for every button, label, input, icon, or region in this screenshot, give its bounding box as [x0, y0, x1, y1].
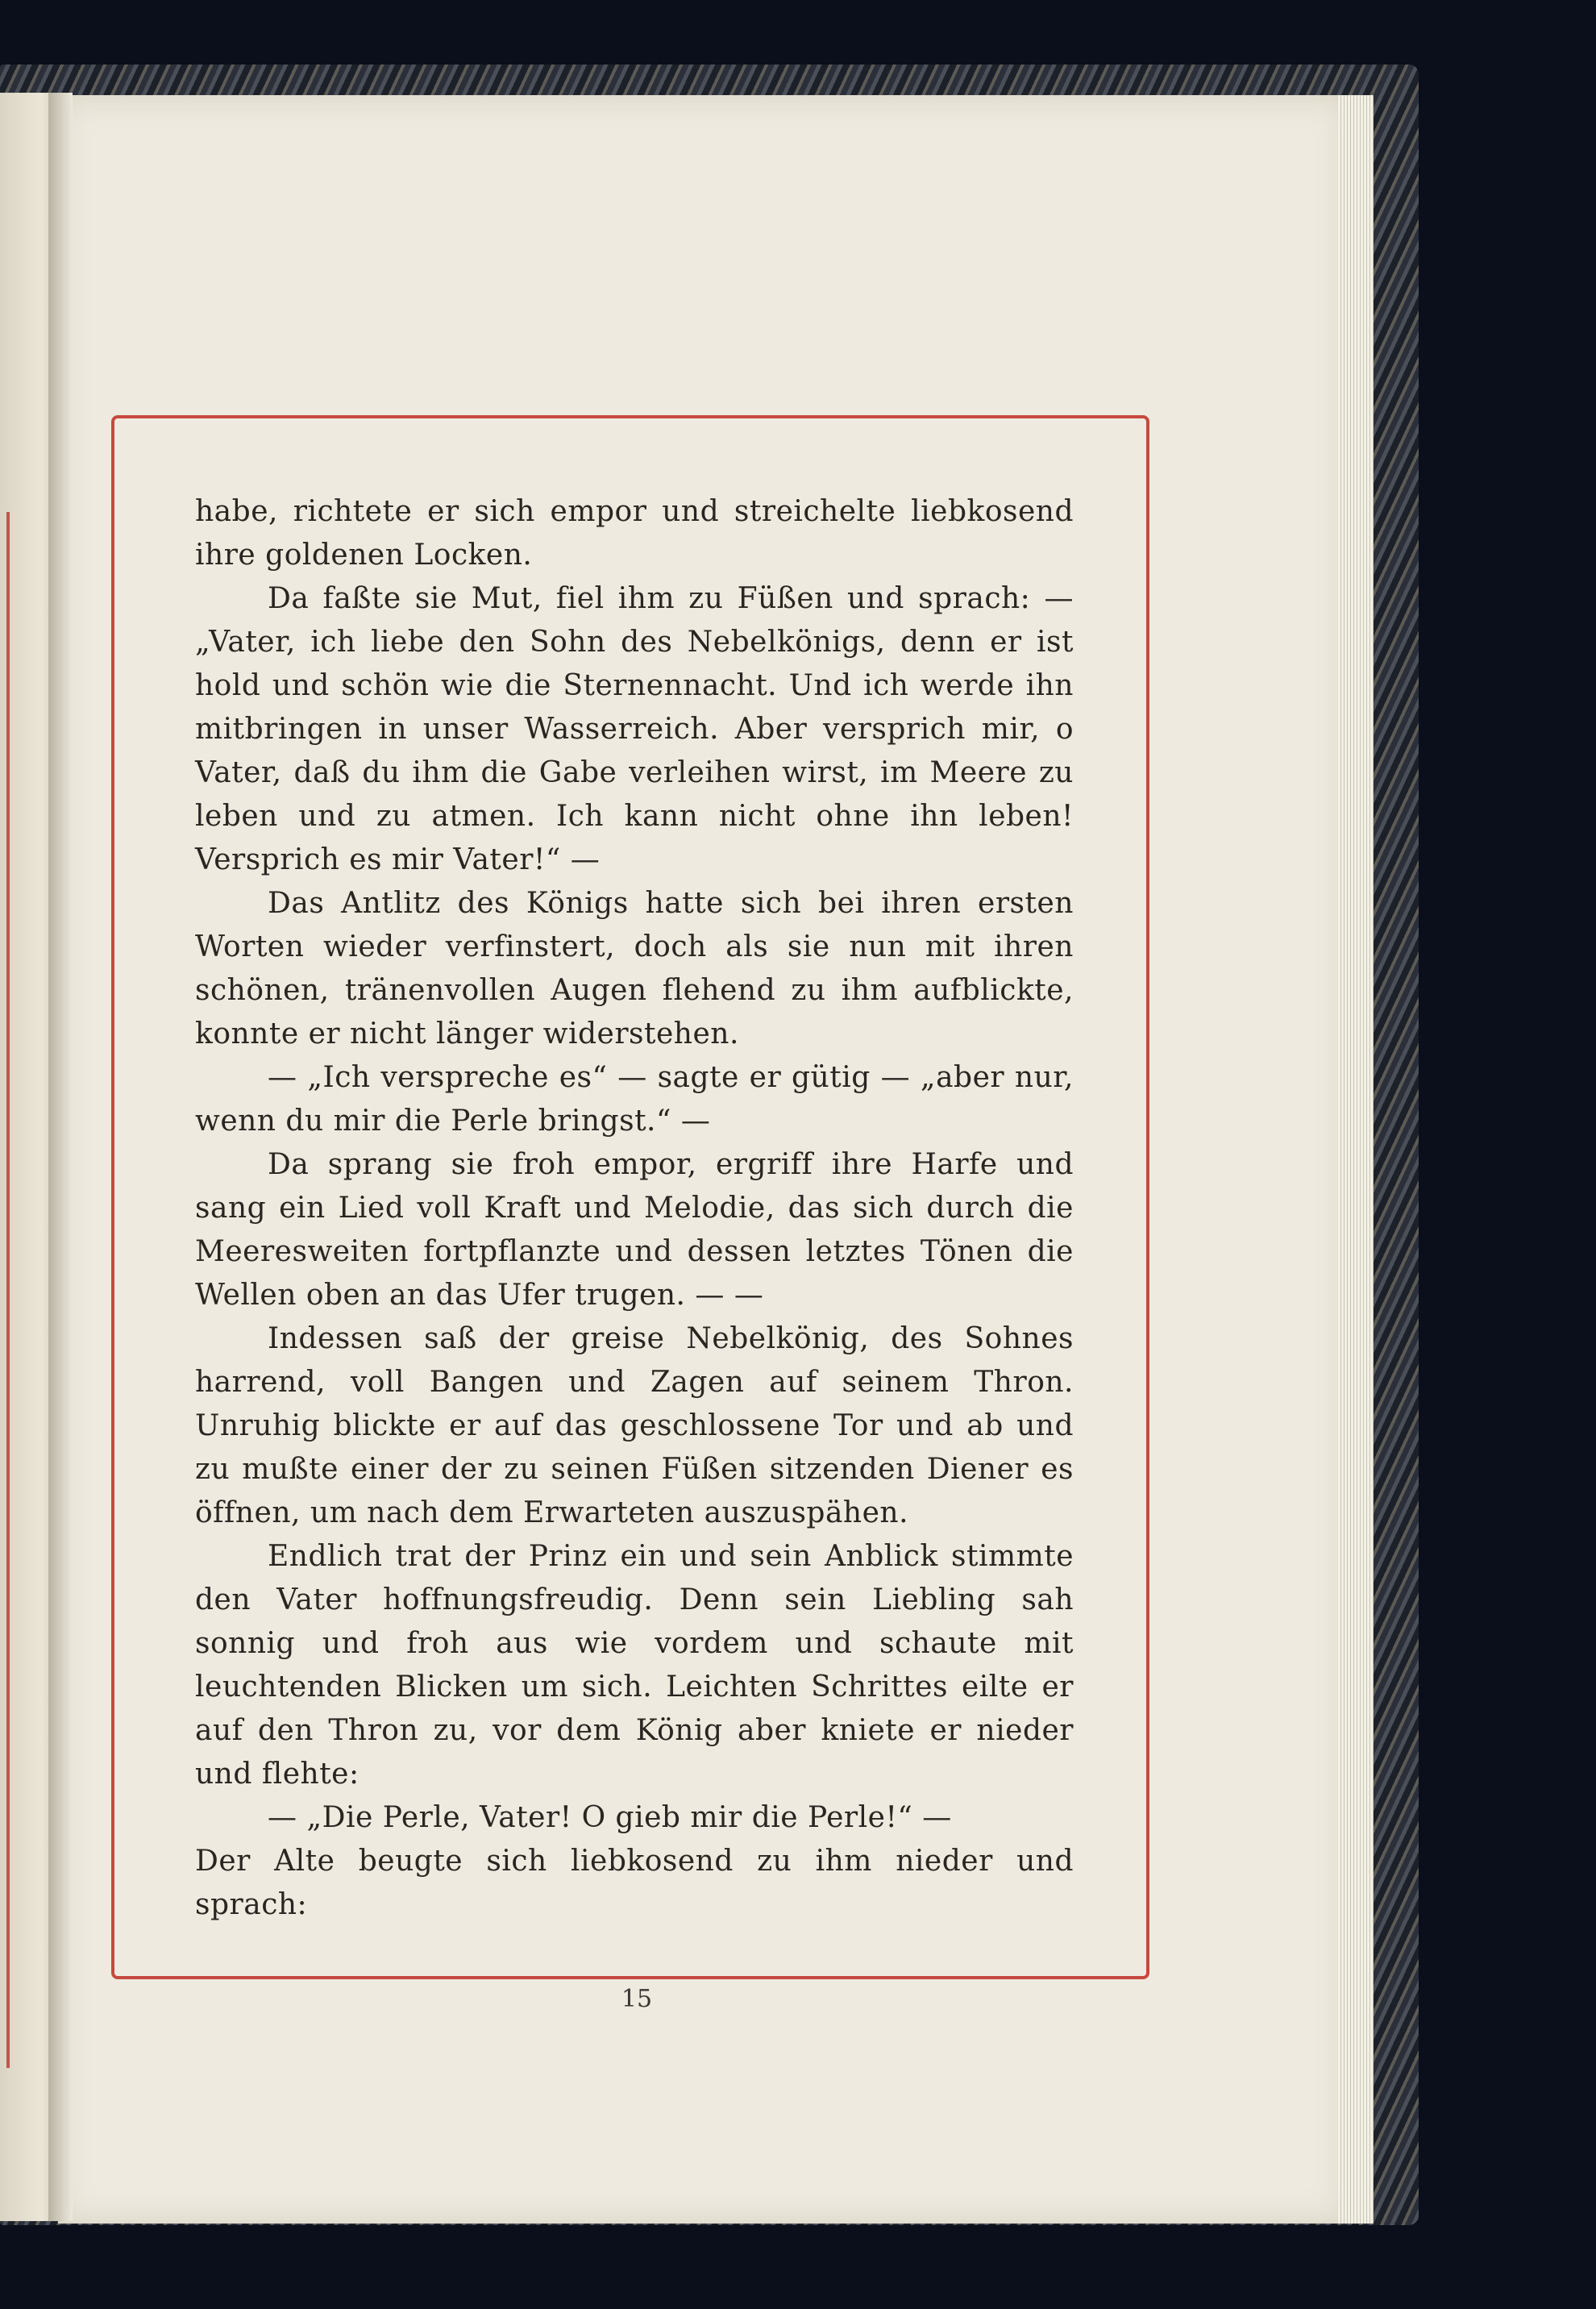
page-text	[195, 490, 1074, 1927]
paragraph: Indessen saß der greise Nebelkönig, des Sohnes harrend, voll Bangen und Zagen auf seinem Thron. Unruhig blickte er auf das geschlossene Tor und ab und zu mußte einer der zu seinen Füßen sitzenden Diener es öffnen, um nach dem Erwarteten auszuspähen.	[195, 1322, 1074, 1529]
page-gutter	[48, 93, 73, 2221]
paragraph: Das Antlitz des Königs hatte sich bei ihren ersten Worten wieder verfinstert, doch als sie nun mit ihren schönen, tränenvollen Augen flehend zu ihm aufblickte, konnte er nicht länger widerstehen.	[195, 887, 1074, 1050]
paragraph: Endlich trat der Prinz ein und sein Anblick stimmte den Vater hoffnungsfreudig. Denn sein Liebling sah sonnig und froh aus wie vordem und schaute mit leuchtenden Blicken um sich. Leichten Schrittes eilte er auf den Thron zu, vor dem König aber kniete er nieder und flehte:	[195, 1540, 1074, 1791]
page-edges	[1338, 95, 1374, 2224]
paragraph: Da faßte sie Mut, fiel ihm zu Füßen und sprach: — „Vater, ich liebe den Sohn des Nebelkönigs, denn er ist hold und schön wie die Sternennacht. Und ich werde ihn mitbringen in unser Wasserreich. Aber versprich mir, o Vater, daß du ihm die Gabe verleihen wirst, im Meere zu leben und zu atmen. Ich kann nicht ohne ihn leben! Versprich es mir Vater!“ —	[195, 582, 1074, 876]
paragraph: Der Alte beugte sich liebkosend zu ihm nieder und sprach:	[195, 1845, 1074, 1921]
paragraph: Da sprang sie froh empor, ergriff ihre Harfe und sang ein Lied voll Kraft und Melodie, das sich durch die Meeresweiten fortpflanzte und dessen letztes Tönen die Wellen oben an das Ufer trugen. — —	[195, 1148, 1074, 1312]
paragraph: habe, richtete er sich empor und streichelte liebkosend ihre goldenen Locken.	[195, 495, 1074, 572]
paragraph: — „Ich verspreche es“ — sagte er gütig — „aber nur, wenn du mir die Perle bringst.“ —	[195, 1061, 1074, 1138]
paragraph: — „Die Perle, Vater! O gieb mir die Perle!“ —	[268, 1801, 952, 1834]
previous-page-frame-line	[0, 512, 10, 2068]
page-number: 15	[621, 1985, 653, 2013]
